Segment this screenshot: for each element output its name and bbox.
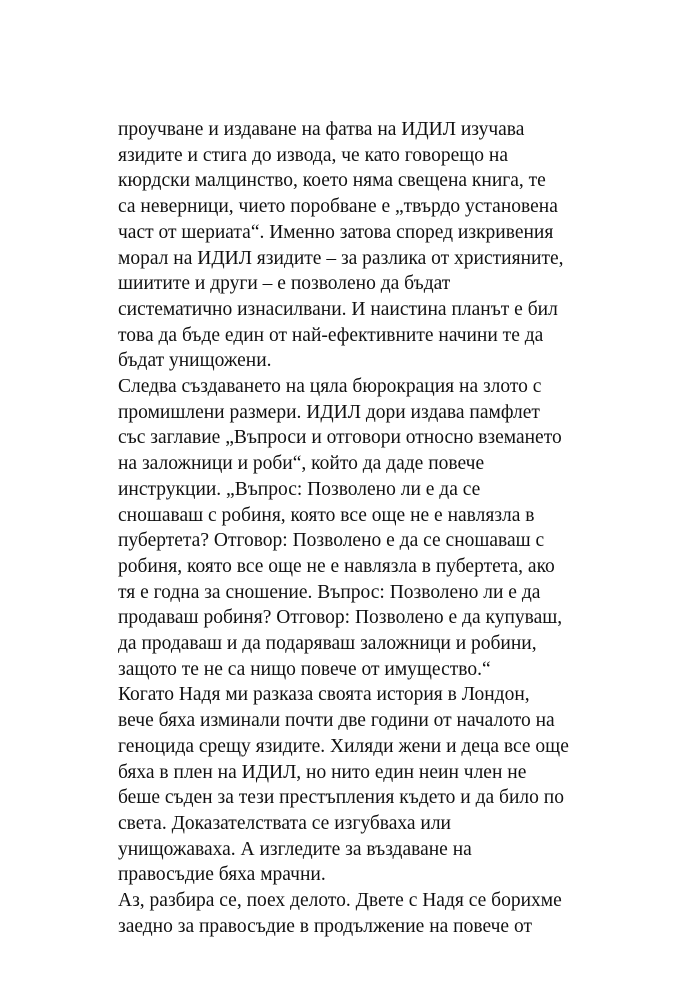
text-line: да продаваш и да подаряваш заложници и робини,: [118, 633, 537, 655]
text-line: систематично изнасилвани. И наистина планът е бил: [118, 298, 558, 320]
text-line: на заложници и роби“, който да даде повече: [118, 453, 485, 475]
text-line: проучване и издаване на фатва на ИДИЛ изучава: [118, 119, 525, 140]
text-line: промишлени размери. ИДИЛ дори издава памфлет: [118, 401, 540, 423]
text-line: шиитите и други – е позволено да бъдат: [118, 273, 451, 295]
text-line: Когато Надя ми разказа своята история в Лондон,: [118, 684, 530, 706]
text-line: бъдат унищожени.: [118, 350, 272, 372]
text-line: тя е годна за сношение. Въпрос: Позволено ли е да: [118, 581, 541, 603]
text-line: света. Доказателствата се изгубваха или: [118, 812, 451, 834]
text-line: пубертета? Отговор: Позволено е да се сношаваш с: [118, 530, 545, 552]
text-line: морал на ИДИЛ язидите – за разлика от християните,: [118, 247, 564, 269]
text-line: вече бяха изминали почти две години от началото на: [118, 710, 555, 732]
text-line: част от шериата“. Именно затова според изкривения: [118, 221, 554, 243]
text-line: Следва създаването на цяла бюрокрация на злото с: [118, 376, 542, 398]
body-text: [118, 117, 598, 940]
text-line: Аз, разбира се, поех делото. Двете с Надя се борихме: [118, 890, 562, 912]
text-line: бяха в плен на ИДИЛ, но нито един неин член не: [118, 761, 527, 783]
text-line: са неверници, чието поробване е „твърдо установена: [118, 196, 558, 218]
text-line: сношаваш с робиня, която все още не е навлязла в: [118, 504, 535, 526]
text-line: робиня, която все още не е навлязла в пубертета, ако: [118, 555, 555, 577]
text-line: заедно за правосъдие в продължение на повече от: [118, 915, 532, 937]
text-line: геноцида срещу язидите. Хиляди жени и деца все още: [118, 735, 569, 757]
text-line: това да бъде един от най-ефективните начини те да: [118, 324, 544, 346]
text-line: беше съден за тези престъпления където и да било по: [118, 787, 564, 809]
text-line: язидите и стига до извода, че като говорещо на: [118, 144, 509, 166]
text-line: унищожаваха. А изгледите за въздаване на: [118, 838, 472, 860]
text-line: продаваш робиня? Отговор: Позволено е да купуваш,: [118, 607, 563, 629]
text-line: правосъдие бяха мрачни.: [118, 864, 326, 886]
text-line: инструкции. „Въпрос: Позволено ли е да се: [118, 478, 481, 500]
text-line: кюрдски малцинство, което няма свещена книга, те: [118, 170, 546, 192]
text-line: защото те не са нищо повече от имущество.“: [118, 658, 491, 680]
text-line: със заглавие „Въпроси и отговори относно вземането: [118, 427, 562, 449]
